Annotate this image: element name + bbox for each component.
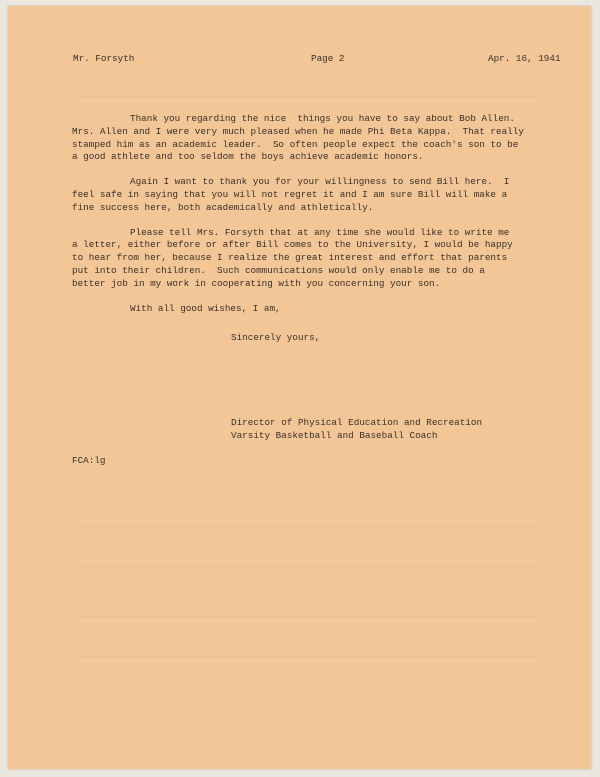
paragraph-4 bbox=[72, 303, 552, 316]
body-line: fine success here, both academically and athletically. bbox=[72, 201, 374, 213]
paragraph-1 bbox=[72, 113, 552, 164]
bleed-through bbox=[78, 526, 538, 527]
header-recipient: Mr. Forsyth bbox=[73, 53, 135, 64]
header-date: Apr. 16, 1941 bbox=[488, 53, 561, 64]
bleed-through bbox=[78, 616, 538, 617]
body-line: Please tell Mrs. Forsyth that at any time she would like to write me bbox=[130, 226, 510, 238]
reference-initials: FCA:lg bbox=[72, 455, 106, 466]
body-line: With all good wishes, I am, bbox=[130, 302, 281, 314]
paragraph-2 bbox=[72, 176, 552, 214]
body-line: Thank you regarding the nice things you have to say about Bob Allen. bbox=[130, 113, 515, 124]
body-line: a letter, either before or after Bill comes to the University, I would be happy bbox=[72, 239, 513, 251]
body-line: a good athlete and too seldom the boys achieve academic honors. bbox=[72, 151, 424, 163]
letter-header bbox=[8, 53, 591, 67]
bleed-through bbox=[78, 656, 538, 657]
letter-page bbox=[8, 6, 591, 769]
body-line: stamped him as an academic leader. So often people expect the coach's son to be bbox=[72, 138, 519, 150]
header-page-number: Page 2 bbox=[311, 53, 345, 64]
bleed-through bbox=[78, 96, 538, 97]
complimentary-close: Sincerely yours, bbox=[231, 332, 321, 343]
body-line: put into their children. Such communications would only enable me to do a bbox=[72, 264, 485, 276]
paragraph-3 bbox=[72, 227, 552, 291]
body-line: Again I want to thank you for your willingness to send Bill here. I bbox=[130, 176, 510, 188]
body-line: Mrs. Allen and I were very much pleased when he made Phi Beta Kappa. That really bbox=[72, 125, 524, 137]
body-line: better job in my work in cooperating with you concerning your son. bbox=[72, 277, 441, 289]
body-line: to hear from her, because I realize the great interest and effort that parents bbox=[72, 252, 508, 264]
letter-body bbox=[72, 113, 552, 327]
signature-title-2: Varsity Basketball and Baseball Coach bbox=[231, 429, 438, 441]
signature-title-1: Director of Physical Education and Recreation bbox=[231, 417, 483, 428]
bleed-through bbox=[78, 566, 538, 567]
body-line: feel safe in saying that you will not regret it and I am sure Bill will make a bbox=[72, 188, 508, 200]
signature-block bbox=[231, 417, 482, 443]
